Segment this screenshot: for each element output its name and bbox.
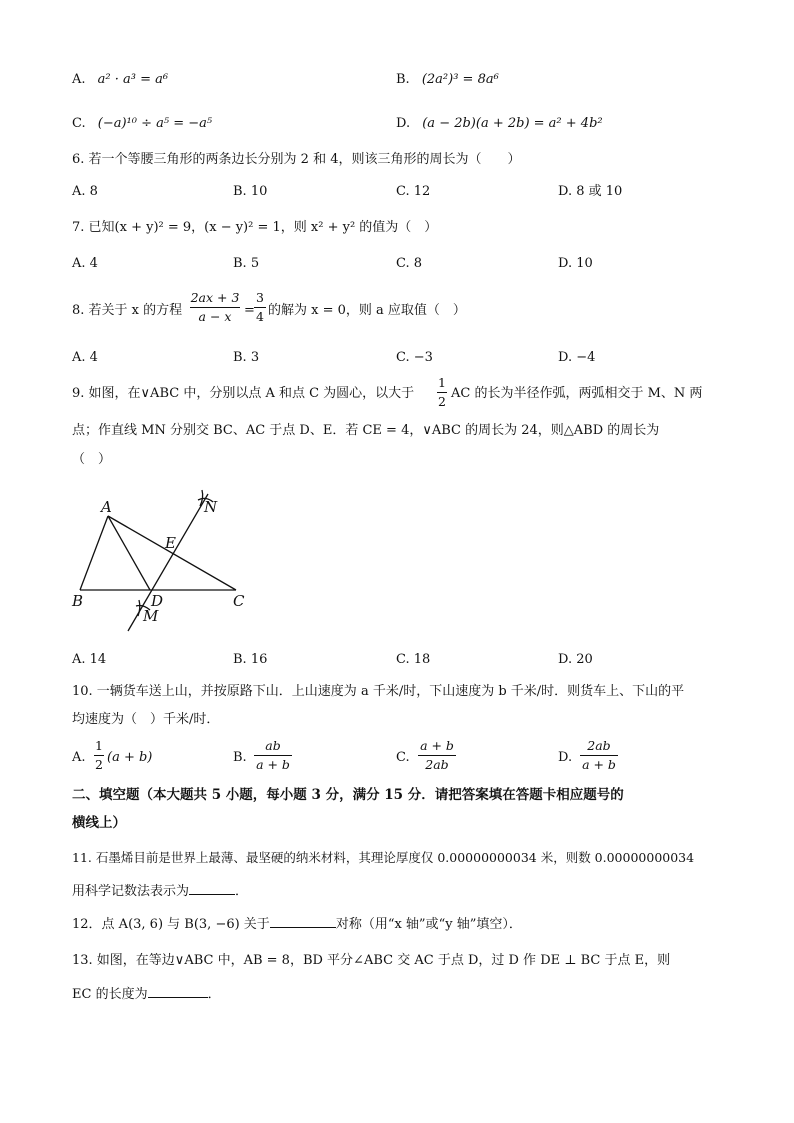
q8-rhs-denominator: 4 bbox=[256, 308, 264, 324]
q5-option-a-expr: a² · a³ = a⁶ bbox=[97, 72, 169, 87]
q8-option-c: C. −3 bbox=[396, 350, 433, 365]
q13-line2 bbox=[72, 985, 221, 1004]
fraction-bar bbox=[580, 755, 618, 756]
q10-option-a-tail: (a + b) bbox=[107, 750, 153, 765]
q11-line1: 11. 石墨烯目前是世界上最薄、最坚硬的纳米材料，其理论厚度仅 0.00000000034 米，则数 0.00000000034 bbox=[72, 850, 695, 865]
q11-line2-text: 用科学记数法表示为 bbox=[72, 884, 190, 899]
label-a: A bbox=[101, 498, 112, 516]
q12-text-a: 12．点 A(3, 6) 与 B(3, −6) 关于 bbox=[72, 917, 270, 932]
section-heading-cont: 横线上） bbox=[72, 815, 126, 831]
q6-option-c: C. 12 bbox=[396, 184, 431, 199]
label-d: D bbox=[151, 592, 164, 610]
q8-option-b: B. 3 bbox=[233, 350, 260, 365]
q10-option-a-letter: A. bbox=[72, 750, 86, 765]
q10-option-b-fraction bbox=[254, 738, 292, 772]
section-heading: 二、填空题（本大题共 5 小题，每小题 3 分，满分 15 分．请把答案填在答题卡相应题号的 bbox=[72, 787, 624, 803]
q10-a-numerator: 1 bbox=[95, 738, 103, 753]
fraction-bar bbox=[254, 307, 266, 308]
q8-rhs-numerator: 3 bbox=[256, 290, 264, 305]
q10-option-d-fraction bbox=[580, 738, 618, 772]
q10-option-c-letter: C. bbox=[396, 750, 410, 765]
q5-option-a bbox=[72, 72, 168, 89]
q11-line2-end: ． bbox=[235, 884, 249, 899]
q7-option-b: B. 5 bbox=[233, 256, 260, 271]
q5-option-d bbox=[396, 116, 603, 133]
q5-option-c bbox=[72, 116, 212, 133]
q5-option-b bbox=[396, 72, 499, 89]
option-letter: B. bbox=[396, 72, 410, 87]
q10-b-denominator: a + b bbox=[256, 756, 290, 772]
q12-line bbox=[72, 915, 522, 934]
q5-option-c-expr: (−a)¹⁰ ÷ a⁵ = −a⁵ bbox=[97, 116, 213, 131]
q9-option-b: B. 16 bbox=[233, 652, 268, 667]
answer-blank[interactable] bbox=[189, 882, 235, 895]
q13-line2-text: EC 的长度为 bbox=[72, 987, 148, 1002]
q9-option-d: D. 20 bbox=[558, 652, 593, 667]
q10-d-denominator: a + b bbox=[582, 756, 616, 772]
q10-a-denominator: 2 bbox=[95, 756, 103, 772]
option-letter: C. bbox=[72, 116, 86, 131]
answer-blank[interactable] bbox=[148, 985, 208, 998]
q10-option-c-fraction bbox=[418, 738, 456, 772]
q7-option-c: C. 8 bbox=[396, 256, 423, 271]
q10-line2: 均速度为（ ）千米/时． bbox=[72, 712, 220, 727]
fraction-bar bbox=[190, 307, 240, 308]
segment-ac bbox=[108, 516, 236, 590]
q7-option-a: A. 4 bbox=[72, 256, 98, 271]
q9-figure bbox=[68, 488, 268, 638]
q9-line2: 点；作直线 MN 分别交 BC、AC 于点 D、E．若 CE = 4，∨ABC 的周长为 24，则△ABD 的周长为 bbox=[72, 423, 660, 438]
q9-option-c: C. 18 bbox=[396, 652, 431, 667]
q9-line3: （ ） bbox=[72, 452, 112, 467]
q9-half-fraction bbox=[437, 375, 447, 409]
q8-fraction-denominator: a − x bbox=[198, 308, 232, 324]
fraction-bar bbox=[94, 755, 104, 756]
q11-line2 bbox=[72, 882, 248, 901]
q7-option-d: D. 10 bbox=[558, 256, 593, 271]
q8-option-d: D. −4 bbox=[558, 350, 596, 365]
label-e: E bbox=[165, 534, 176, 552]
q10-option-a-fraction bbox=[94, 738, 104, 772]
q8-option-a: A. 4 bbox=[72, 350, 98, 365]
fraction-bar bbox=[254, 755, 292, 756]
option-letter: D. bbox=[396, 116, 411, 131]
q6-option-b: B. 10 bbox=[233, 184, 268, 199]
q10-d-numerator: 2ab bbox=[587, 738, 611, 753]
label-m: M bbox=[143, 607, 159, 625]
answer-blank[interactable] bbox=[270, 915, 336, 928]
label-b: B bbox=[72, 592, 84, 610]
label-c: C bbox=[233, 592, 245, 610]
q8-fraction bbox=[190, 290, 240, 324]
q8-fraction-numerator: 2ax + 3 bbox=[190, 290, 240, 305]
arc-m-2 bbox=[138, 600, 140, 616]
q7-stem: 7. 已知(x + y)² = 9，(x − y)² = 1，则 x² + y² 的值为（ ） bbox=[72, 220, 438, 235]
segment-ad bbox=[108, 516, 150, 590]
q9-option-a: A. 14 bbox=[72, 652, 107, 667]
q13-line1: 13. 如图，在等边∨ABC 中，AB = 8，BD 平分∠ABC 交 AC 于点 D，过 D 作 DE ⊥ BC 于点 E，则 bbox=[72, 953, 671, 968]
q8-equals: = bbox=[244, 303, 255, 318]
label-n: N bbox=[204, 498, 218, 516]
option-letter: A. bbox=[72, 72, 86, 87]
fraction-bar bbox=[437, 392, 447, 393]
q9-half-denominator: 2 bbox=[438, 393, 446, 409]
q10-b-numerator: ab bbox=[265, 738, 281, 753]
q8-rhs-fraction bbox=[254, 290, 266, 324]
q10-line1: 10. 一辆货车送上山，并按原路下山．上山速度为 a 千米/时，下山速度为 b 千米/时．则货车上、下山的平 bbox=[72, 684, 685, 699]
q5-option-d-expr: (a − 2b)(a + 2b) = a² + 4b² bbox=[422, 116, 603, 131]
q10-option-b-letter: B. bbox=[233, 750, 247, 765]
q9-half-numerator: 1 bbox=[438, 375, 446, 390]
q6-option-d: D. 8 或 10 bbox=[558, 184, 623, 199]
q9-line1-a: 9. 如图，在∨ABC 中，分别以点 A 和点 C 为圆心，以大于 bbox=[72, 386, 415, 401]
q10-option-d-letter: D. bbox=[558, 750, 573, 765]
q10-c-numerator: a + b bbox=[420, 738, 454, 753]
q6-stem: 6. 若一个等腰三角形的两条边长分别为 2 和 4，则该三角形的周长为（ ） bbox=[72, 152, 521, 167]
fraction-bar bbox=[418, 755, 456, 756]
segment-ab bbox=[80, 516, 108, 590]
q8-prefix: 8. 若关于 x 的方程 bbox=[72, 303, 183, 318]
q6-option-a: A. 8 bbox=[72, 184, 98, 199]
q9-line1-b: AC 的长为半径作弧，两弧相交于 M、N 两 bbox=[451, 386, 703, 401]
q8-suffix: 的解为 x = 0，则 a 应取值（ ） bbox=[268, 303, 466, 318]
q12-text-b: 对称（用“x 轴”或“y 轴”填空）． bbox=[335, 917, 522, 932]
q13-line2-end: ． bbox=[207, 987, 221, 1002]
q5-option-b-expr: (2a²)³ = 8a⁶ bbox=[421, 72, 499, 87]
q10-c-denominator: 2ab bbox=[425, 756, 449, 772]
